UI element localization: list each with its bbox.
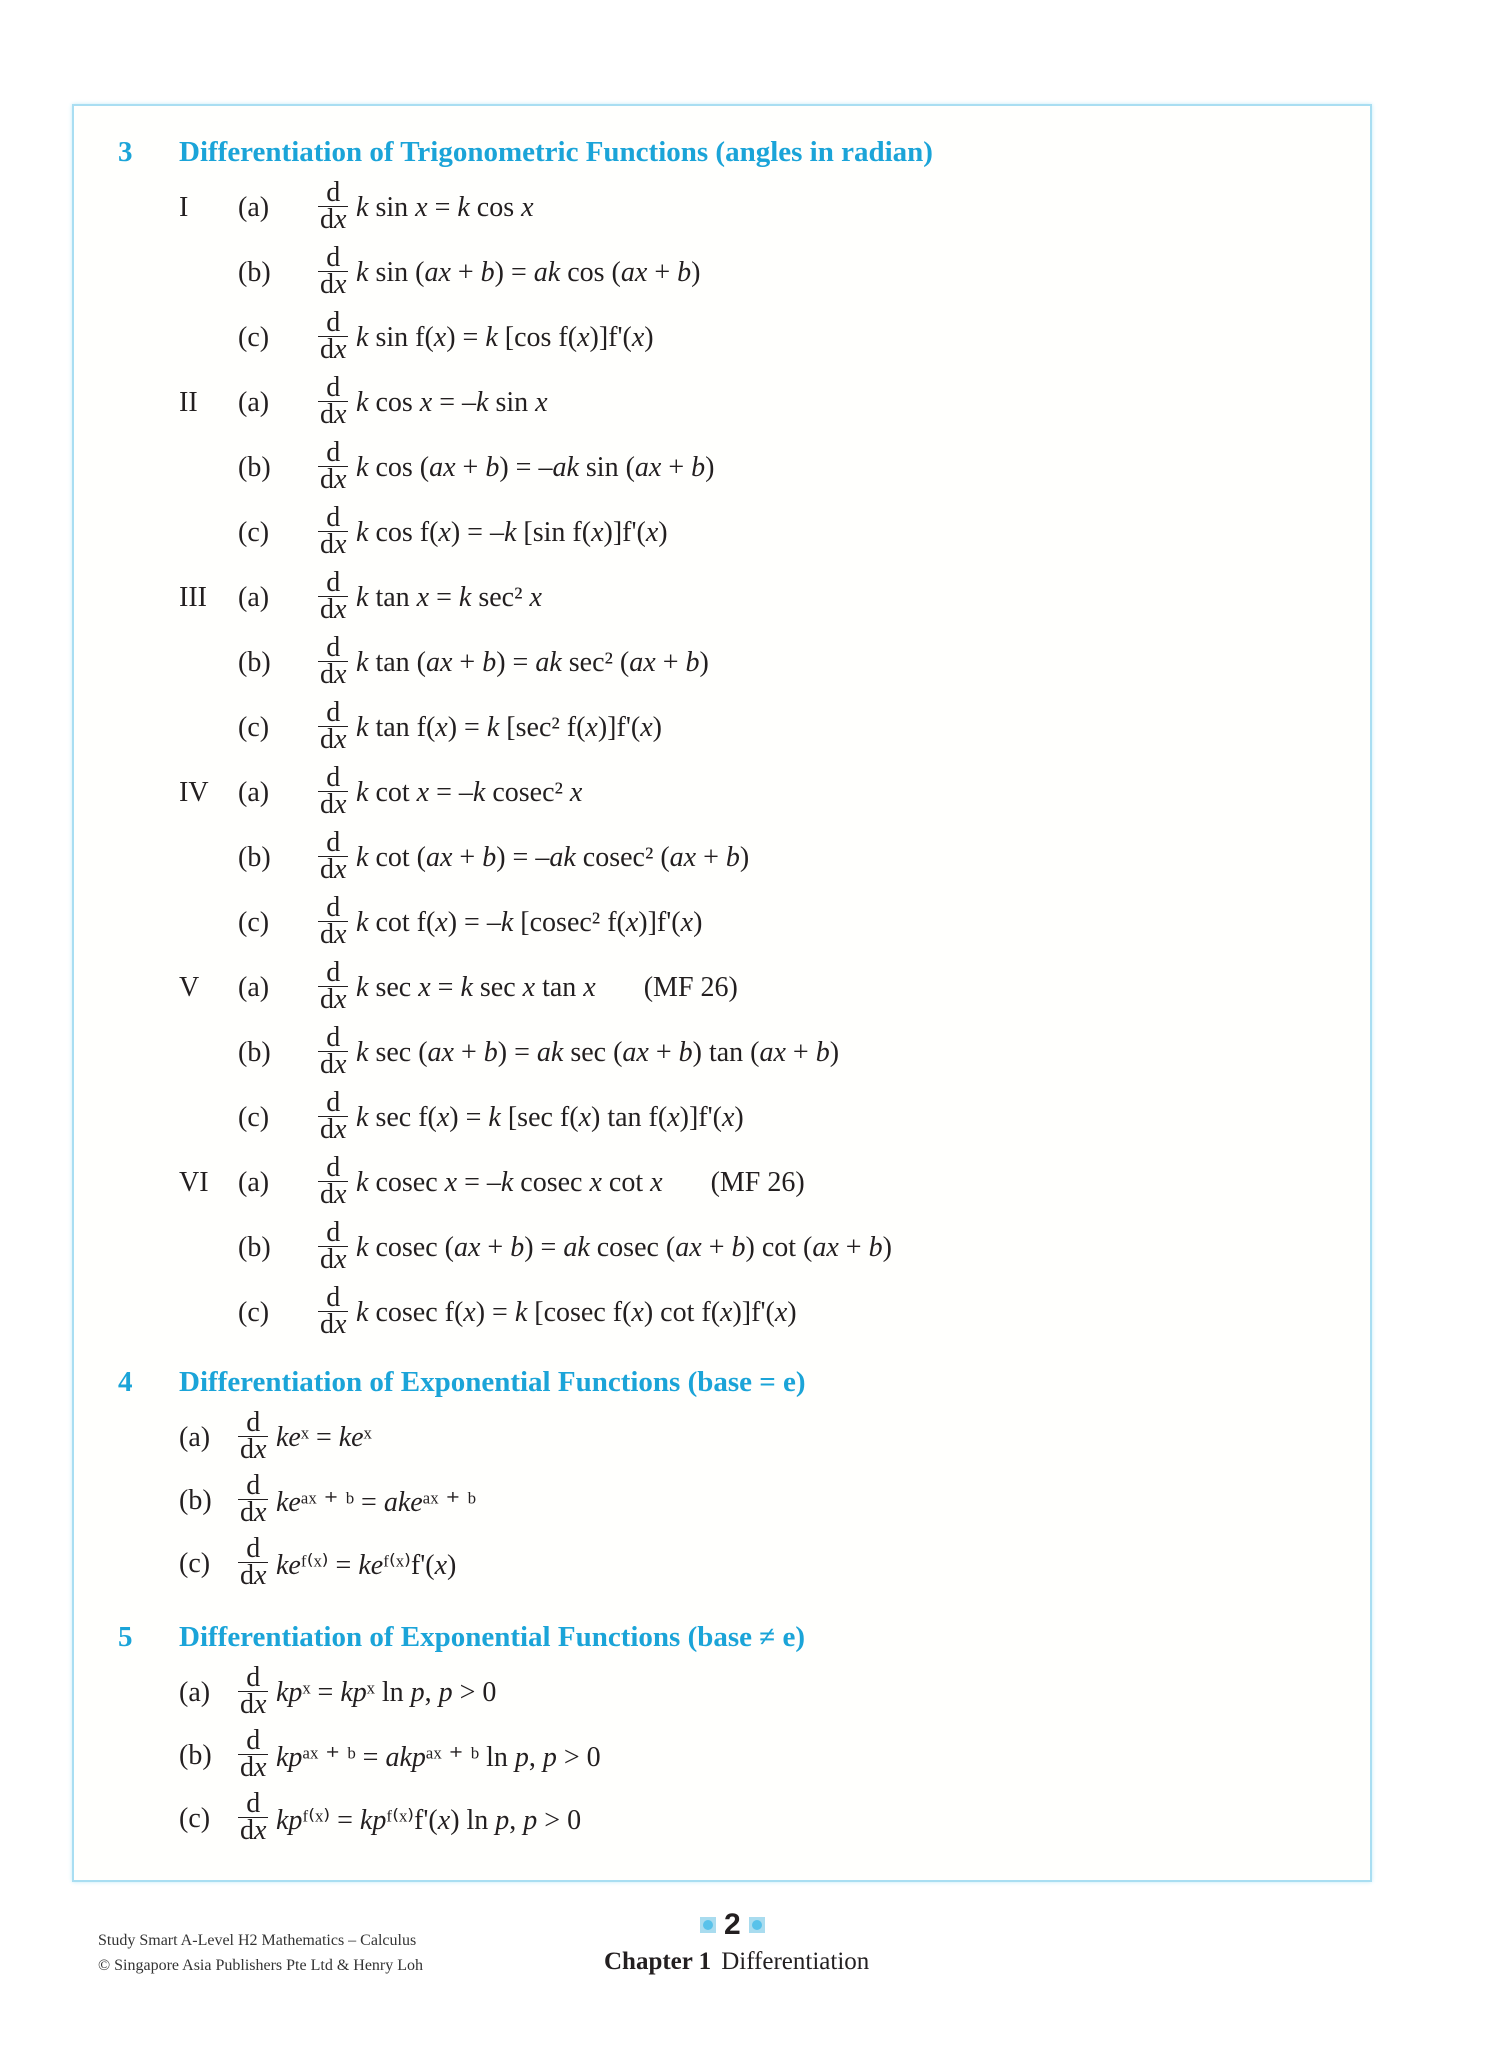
item-letter: (a) <box>238 582 270 613</box>
section-heading <box>74 1354 1370 1410</box>
derivative-operator <box>318 1152 348 1210</box>
frac-denominator: dx <box>320 464 347 495</box>
frac-denominator: dx <box>320 789 347 820</box>
section-title: Differentiation of Exponential Functions (base = e) <box>179 1365 806 1398</box>
frac-numerator: d <box>326 177 341 208</box>
derivative-operator <box>238 1533 268 1591</box>
derivative-operator <box>318 632 348 690</box>
page-ornament-icon <box>700 1917 716 1933</box>
item-letter: (b) <box>238 842 271 873</box>
frac-denominator: dx <box>240 1752 267 1783</box>
item-letter: (c) <box>238 517 270 548</box>
frac-numerator: d <box>326 1087 341 1118</box>
frac-denominator: dx <box>240 1497 267 1528</box>
frac-numerator: d <box>326 372 341 403</box>
frac-denominator: dx <box>240 1560 267 1591</box>
formula-expression: k cot f(x) = –k [cosec² f(x)]f'(x) <box>356 907 703 938</box>
formula-expression: k cosec f(x) = k [cosec f(x) cot f(x)]f'(x) <box>356 1297 797 1328</box>
frac-numerator: d <box>326 957 341 988</box>
formula-expression: k sin x = k cos x <box>356 192 534 223</box>
formula-row <box>74 1087 1370 1155</box>
formula-row <box>74 892 1370 960</box>
frac-denominator: dx <box>320 334 347 365</box>
formula-row <box>74 307 1370 375</box>
frac-numerator: d <box>326 437 341 468</box>
frac-denominator: dx <box>320 399 347 430</box>
derivative-operator <box>318 697 348 755</box>
formula-reference: (MF 26) <box>643 972 738 1003</box>
formula-row <box>74 762 1370 830</box>
frac-numerator: d <box>326 762 341 793</box>
derivative-operator <box>318 242 348 300</box>
frac-numerator: d <box>326 1152 341 1183</box>
derivative-operator <box>318 502 348 560</box>
book-title: Study Smart A-Level H2 Mathematics – Calculus <box>98 1932 417 1949</box>
item-letter: (b) <box>238 1232 271 1263</box>
section-4 <box>74 1354 1370 1599</box>
formula-expression: k cos x = –k sin x <box>356 387 548 418</box>
item-letter: (a) <box>238 1167 270 1198</box>
frac-denominator: dx <box>320 1114 347 1145</box>
derivative-operator <box>318 1217 348 1275</box>
roman-numeral: I <box>179 192 189 223</box>
copyright: © Singapore Asia Publishers Pte Ltd & Henry Loh <box>98 1957 424 1974</box>
formula-row <box>74 1217 1370 1285</box>
formula-expression: kpᵃˣ ⁺ ᵇ = akpᵃˣ ⁺ ᵇ ln p, p > 0 <box>276 1742 601 1773</box>
frac-numerator: d <box>246 1533 261 1564</box>
formula-row <box>74 1152 1370 1220</box>
formula-row <box>74 1725 1370 1791</box>
derivative-operator <box>318 892 348 950</box>
derivative-operator <box>318 827 348 885</box>
frac-numerator: d <box>246 1470 261 1501</box>
section-heading <box>74 1609 1370 1665</box>
formula-expression: k cosec x = –k cosec x cot x (MF 26) <box>356 1167 805 1198</box>
frac-denominator: dx <box>320 919 347 950</box>
frac-denominator: dx <box>320 854 347 885</box>
formula-expression: k sec f(x) = k [sec f(x) tan f(x)]f'(x) <box>356 1102 744 1133</box>
formula-row <box>74 437 1370 505</box>
section-number: 3 <box>118 135 133 168</box>
formula-row <box>74 177 1370 245</box>
frac-numerator: d <box>326 1217 341 1248</box>
derivative-operator <box>318 567 348 625</box>
item-letter: (a) <box>179 1422 211 1453</box>
formula-expression: k sin f(x) = k [cos f(x)]f'(x) <box>356 322 654 353</box>
formula-row <box>74 1282 1370 1350</box>
roman-numeral: IV <box>179 777 209 808</box>
item-letter: (b) <box>179 1740 212 1771</box>
frac-numerator: d <box>326 827 341 858</box>
item-letter: (c) <box>238 1297 270 1328</box>
section-number: 4 <box>118 1365 133 1398</box>
item-letter: (a) <box>238 972 270 1003</box>
frac-numerator: d <box>326 1022 341 1053</box>
roman-numeral: II <box>179 387 198 418</box>
frac-denominator: dx <box>320 204 347 235</box>
page-number <box>700 1908 765 1942</box>
derivative-operator <box>318 177 348 235</box>
frac-numerator: d <box>326 242 341 273</box>
section-3 <box>74 124 1370 1350</box>
item-letter: (c) <box>179 1548 211 1579</box>
formula-row <box>74 242 1370 310</box>
item-letter: (c) <box>238 1102 270 1133</box>
frac-denominator: dx <box>240 1434 267 1465</box>
item-letter: (c) <box>238 907 270 938</box>
item-letter: (a) <box>238 387 270 418</box>
frac-denominator: dx <box>320 594 347 625</box>
frac-numerator: d <box>246 1407 261 1438</box>
formula-expression: keᶠ⁽ˣ⁾ = keᶠ⁽ˣ⁾f'(x) <box>276 1550 457 1581</box>
frac-denominator: dx <box>320 1309 347 1340</box>
roman-numeral: VI <box>179 1167 209 1198</box>
frac-numerator: d <box>326 307 341 338</box>
formula-expression: k cos (ax + b) = –ak sin (ax + b) <box>356 452 715 483</box>
frac-denominator: dx <box>320 269 347 300</box>
derivative-operator <box>238 1725 268 1783</box>
section-5 <box>74 1609 1370 1854</box>
frac-denominator: dx <box>320 1179 347 1210</box>
frac-denominator: dx <box>240 1815 267 1846</box>
item-letter: (a) <box>238 192 270 223</box>
formula-expression: kpᶠ⁽ˣ⁾ = kpᶠ⁽ˣ⁾f'(x) ln p, p > 0 <box>276 1805 582 1836</box>
frac-denominator: dx <box>320 659 347 690</box>
section-heading <box>74 124 1370 180</box>
item-letter: (b) <box>238 452 271 483</box>
item-letter: (a) <box>179 1677 211 1708</box>
formula-row <box>74 1407 1370 1473</box>
frac-denominator: dx <box>320 1049 347 1080</box>
formula-row <box>74 1022 1370 1090</box>
item-letter: (c) <box>179 1803 211 1834</box>
item-letter: (c) <box>238 322 270 353</box>
formula-row <box>74 697 1370 765</box>
section-title: Differentiation of Exponential Functions (base ≠ e) <box>179 1620 805 1653</box>
chapter-title: Differentiation <box>721 1948 870 1975</box>
formula-row <box>74 1533 1370 1599</box>
formula-expression: kpˣ = kpˣ ln p, p > 0 <box>276 1677 497 1708</box>
item-letter: (b) <box>179 1485 212 1516</box>
item-letter: (b) <box>238 257 271 288</box>
frac-denominator: dx <box>240 1689 267 1720</box>
frac-numerator: d <box>326 697 341 728</box>
chapter-label <box>604 1948 869 1976</box>
page-number-text: 2 <box>724 1908 741 1941</box>
formula-expression: k sec x = k sec x tan x (MF 26) <box>356 972 738 1003</box>
derivative-operator <box>318 1022 348 1080</box>
formula-row <box>74 827 1370 895</box>
formula-expression: k tan f(x) = k [sec² f(x)]f'(x) <box>356 712 662 743</box>
roman-numeral: III <box>179 582 207 613</box>
item-letter: (b) <box>238 1037 271 1068</box>
footer-credits <box>98 1928 423 1978</box>
formula-expression: k cot (ax + b) = –ak cosec² (ax + b) <box>356 842 750 873</box>
item-letter: (b) <box>238 647 271 678</box>
derivative-operator <box>318 762 348 820</box>
derivative-operator <box>238 1470 268 1528</box>
derivative-operator <box>318 957 348 1015</box>
derivative-operator <box>318 372 348 430</box>
formula-row <box>74 372 1370 440</box>
formula-expression: k sec (ax + b) = ak sec (ax + b) tan (ax + b) <box>356 1037 840 1068</box>
frac-numerator: d <box>326 567 341 598</box>
derivative-operator <box>238 1788 268 1846</box>
derivative-operator <box>238 1662 268 1720</box>
formula-expression: k tan x = k sec² x <box>356 582 542 613</box>
frac-numerator: d <box>326 1282 341 1313</box>
derivative-operator <box>318 437 348 495</box>
frac-denominator: dx <box>320 529 347 560</box>
frac-numerator: d <box>246 1662 261 1693</box>
roman-numeral: V <box>179 972 200 1003</box>
frac-numerator: d <box>326 502 341 533</box>
formula-expression: keˣ = keˣ <box>276 1422 372 1453</box>
frac-numerator: d <box>246 1788 261 1819</box>
frac-numerator: d <box>326 632 341 663</box>
chapter-number: Chapter 1 <box>604 1948 712 1975</box>
formula-row <box>74 1788 1370 1854</box>
formula-reference: (MF 26) <box>710 1167 805 1198</box>
formula-expression: k cosec (ax + b) = ak cosec (ax + b) cot (ax + b) <box>356 1232 892 1263</box>
formula-expression: keᵃˣ ⁺ ᵇ = akeᵃˣ ⁺ ᵇ <box>276 1487 476 1518</box>
frac-numerator: d <box>246 1725 261 1756</box>
frac-denominator: dx <box>320 724 347 755</box>
item-letter: (c) <box>238 712 270 743</box>
frac-denominator: dx <box>320 1244 347 1275</box>
formula-expression: k cot x = –k cosec² x <box>356 777 583 808</box>
item-letter: (a) <box>238 777 270 808</box>
formula-row <box>74 567 1370 635</box>
formula-expression: k sin (ax + b) = ak cos (ax + b) <box>356 257 701 288</box>
formula-expression: k cos f(x) = –k [sin f(x)]f'(x) <box>356 517 668 548</box>
derivative-operator <box>238 1407 268 1465</box>
derivative-operator <box>318 307 348 365</box>
derivative-operator <box>318 1282 348 1340</box>
formula-row <box>74 632 1370 700</box>
frac-numerator: d <box>326 892 341 923</box>
formula-panel <box>72 104 1372 1882</box>
section-number: 5 <box>118 1620 133 1653</box>
formula-row <box>74 1662 1370 1728</box>
section-title: Differentiation of Trigonometric Functions (angles in radian) <box>179 135 933 168</box>
formula-row <box>74 957 1370 1025</box>
derivative-operator <box>318 1087 348 1145</box>
frac-denominator: dx <box>320 984 347 1015</box>
page-ornament-icon <box>749 1917 765 1933</box>
formula-row <box>74 502 1370 570</box>
formula-row <box>74 1470 1370 1536</box>
formula-expression: k tan (ax + b) = ak sec² (ax + b) <box>356 647 709 678</box>
